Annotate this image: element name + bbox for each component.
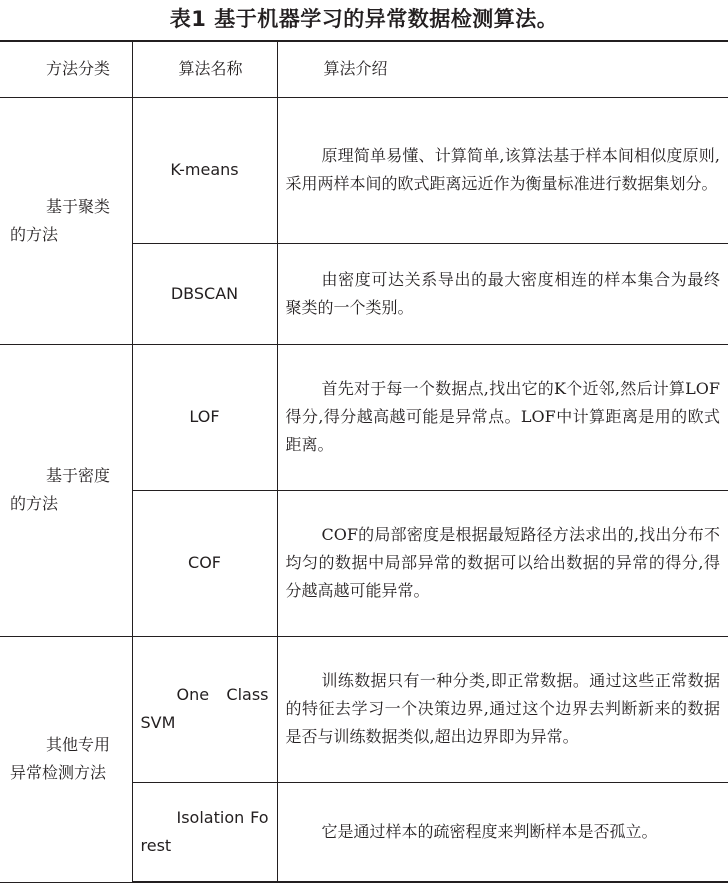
algorithm-table — [0, 40, 728, 883]
table-row — [0, 636, 728, 782]
algorithm-description: 首先对于每一个数据点,找出它的K个近邻,然后计算LOF得分,得分越高越可能是异常点。LOF中计算距离是用的欧式距离。 — [277, 344, 728, 490]
table-caption: 表1 基于机器学习的异常数据检测算法。 — [169, 7, 559, 31]
category-cell — [0, 97, 132, 344]
category-cell — [0, 636, 132, 882]
algorithm-name: One Class SVM — [132, 636, 277, 782]
table-row — [0, 97, 728, 243]
algorithm-name: LOF — [132, 344, 277, 490]
header-name: 算法名称 — [132, 41, 277, 97]
algorithm-name: COF — [132, 490, 277, 636]
table-row — [0, 344, 728, 490]
header-description: 算法介绍 — [277, 41, 728, 97]
algorithm-description: COF的局部密度是根据最短路径方法求出的,找出分布不均匀的数据中局部异常的数据可以给出数据的异常的得分,得分越高越可能异常。 — [277, 490, 728, 636]
category-label: 基于密度的方法 — [10, 466, 111, 513]
algorithm-name: DBSCAN — [132, 243, 277, 344]
algorithm-name: Isolation Forest — [132, 782, 277, 882]
category-cell — [0, 344, 132, 636]
category-label: 其他专用异常检测方法 — [10, 735, 111, 782]
header-row — [0, 41, 728, 97]
algorithm-description: 由密度可达关系导出的最大密度相连的样本集合为最终聚类的一个类别。 — [277, 243, 728, 344]
algorithm-description: 训练数据只有一种分类,即正常数据。通过这些正常数据的特征去学习一个决策边界,通过这个边界去判断新来的数据是否与训练数据类似,超出边界即为异常。 — [277, 636, 728, 782]
algorithm-name: K-means — [132, 97, 277, 243]
header-category: 方法分类 — [0, 41, 132, 97]
category-label: 基于聚类的方法 — [10, 196, 111, 244]
algorithm-description: 它是通过样本的疏密程度来判断样本是否孤立。 — [277, 782, 728, 882]
algorithm-description: 原理简单易懂、计算简单,该算法基于样本间相似度原则,采用两样本间的欧式距离远近作为衡量标准进行数据集划分。 — [277, 97, 728, 243]
